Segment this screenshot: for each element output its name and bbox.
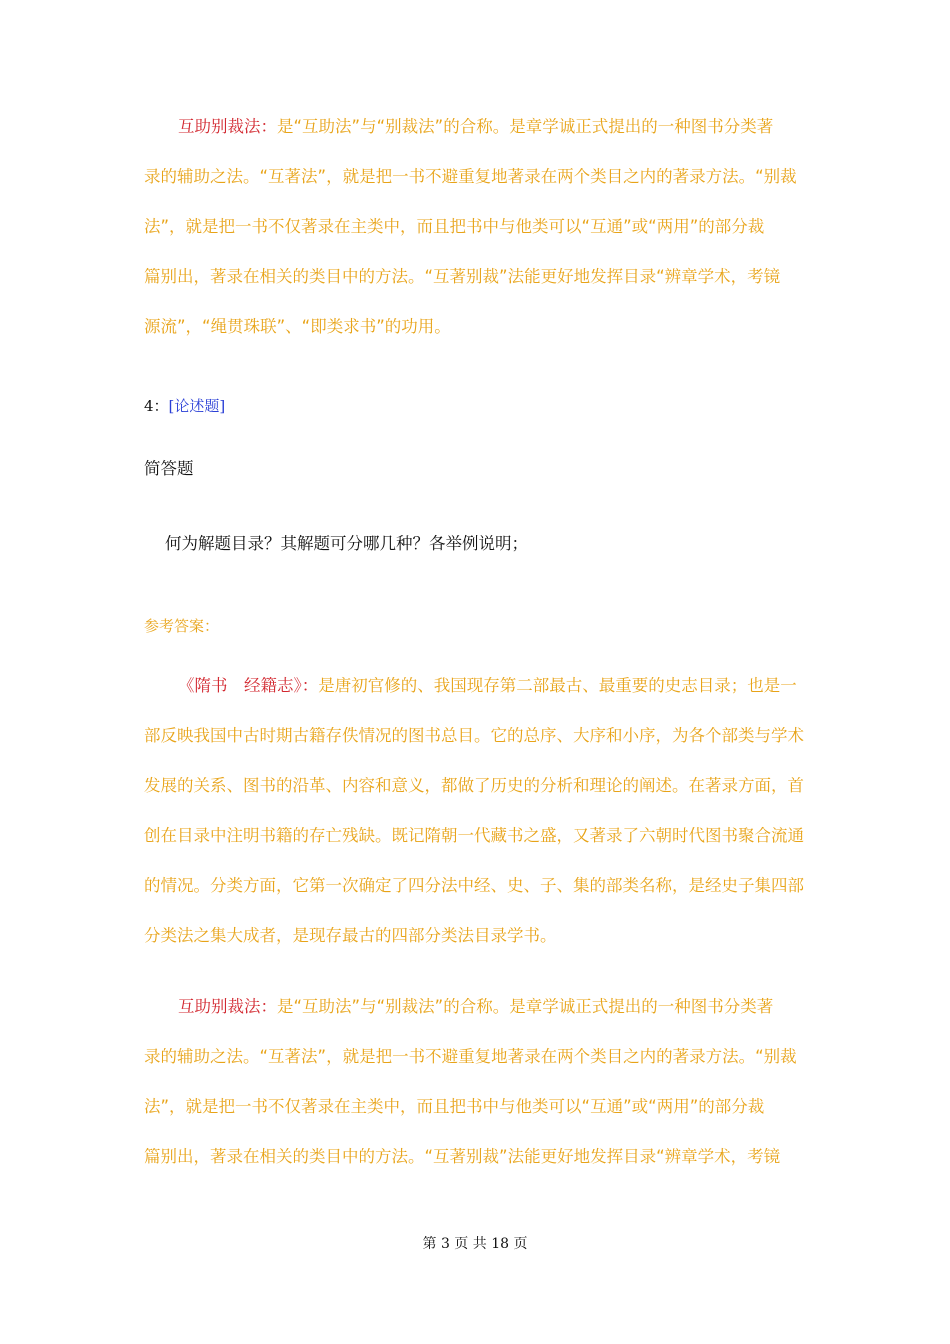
answer-paragraph-mutual-cataloging-1: 互助别裁法：是“互助法”与“别裁法”的合称。是章学诚正式提出的一种图书分类著 录的辅助之法。“互著法”，就是把一书不避重复地著录在两个类目之内的著录方法。“别裁 法”，就是把一书不仅著录在主类中，而且把书中与他类可以“互通”或“两用”的部分裁 篇别出，著录在相关的类目中的方法。“互著别裁”法能更好地发挥目录“辨章学术，考镜 源流”，“绳贯珠联”、“即类求书”的功用。 (144, 117, 797, 336)
question-type: [论述题] (168, 397, 226, 415)
page-footer: 第 3 页 共 18 页 (422, 1236, 528, 1252)
term-label: 《隋书 经籍志》： (178, 676, 319, 695)
question-number: 4： (144, 397, 169, 415)
term-label: 互助别裁法： (178, 117, 277, 136)
question-text: 何为解题目录？其解题可分哪几种？各举例说明； (165, 534, 528, 553)
answer-paragraph-suishu: 《隋书 经籍志》：是唐初官修的、我国现存第二部最古、最重要的史志目录；也是一 部反映我国中古时期古籍存佚情况的图书总目。它的总序、大序和小序，为各个部类与学术 发展的关系、图书的沿革、内容和意义，都做了历史的分析和理论的阐述。在著录方面，首 创在目录中注明书籍的存亡残缺。既记隋朝一代藏书之盛，又著录了六朝时代图书聚合流通 的情况。分类方面，它第一次确定了四分法中经、史、子、集的部类名称，是经史子集四部 分类法之集大成者，是现存最古的四部分类法目录学书。 (144, 676, 804, 945)
answer-paragraph-mutual-cataloging-2: 互助别裁法：是“互助法”与“别裁法”的合称。是章学诚正式提出的一种图书分类著 录的辅助之法。“互著法”，就是把一书不避重复地著录在两个类目之内的著录方法。“别裁 法”，就是把一书不仅著录在主类中，而且把书中与他类可以“互通”或“两用”的部分裁 篇别出，著录在相关的类目中的方法。“互著别裁”法能更好地发挥目录“辨章学术，考镜 (144, 997, 797, 1166)
section-label: 简答题 (144, 459, 194, 478)
question-header (144, 395, 225, 416)
term-label: 互助别裁法： (178, 997, 277, 1016)
reference-answer-label: 参考答案： (144, 617, 220, 635)
